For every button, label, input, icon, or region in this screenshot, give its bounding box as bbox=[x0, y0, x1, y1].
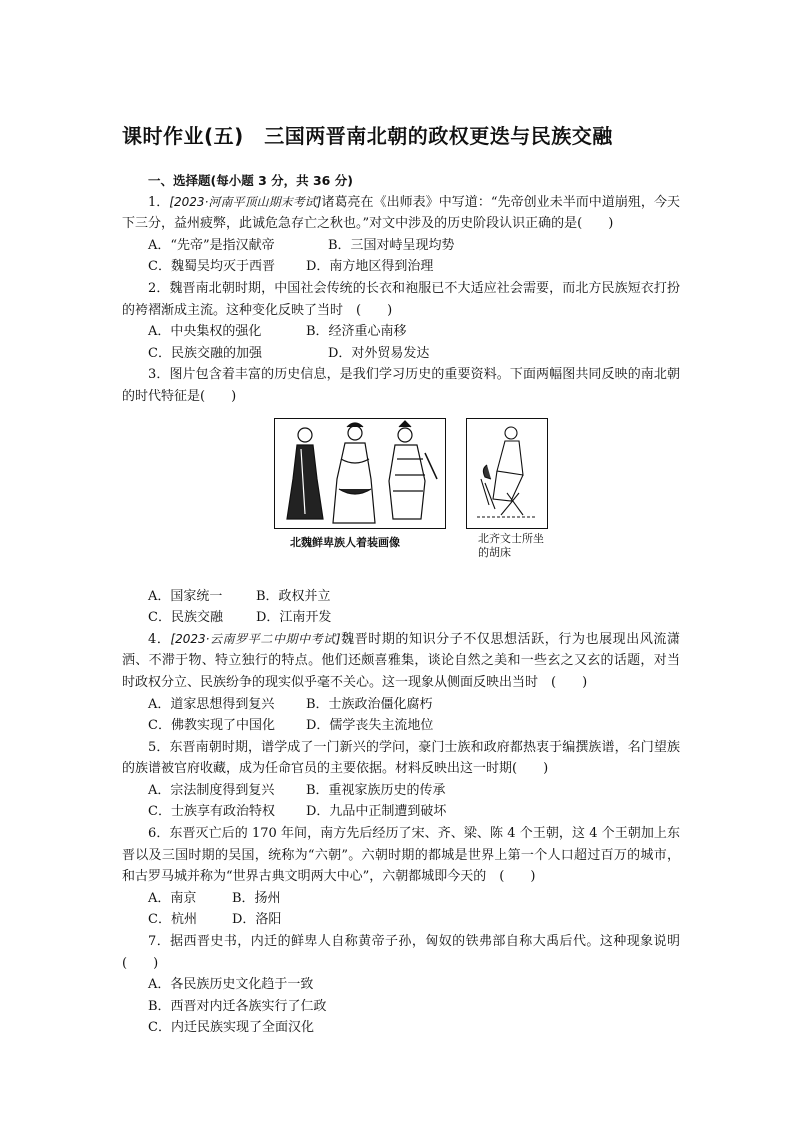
option-b[interactable]: B．重视家族历史的传承 bbox=[306, 782, 446, 798]
option-c[interactable]: C．民族交融 bbox=[148, 610, 223, 626]
option-c[interactable]: C．内迁民族实现了全面汉化 bbox=[148, 1020, 314, 1036]
content-body bbox=[122, 170, 680, 1039]
question-number: 3． bbox=[148, 367, 170, 383]
option-a[interactable]: A．南京 bbox=[148, 890, 197, 906]
options-row bbox=[148, 780, 680, 802]
question-stem: 东晋灭亡后的 170 年间，南方先后经历了宋、齐、梁、陈 4 个王朝，这 4 个王朝加上东晋以及三国时期的吴国，统称为“六朝”。六朝时期的都城是世界上第一个人口超过百万的城市，和古罗马城并称为“世界古典文明两大中心”，六朝都城即今天的 ( ) bbox=[122, 826, 680, 885]
figure-caption-2: 北齐文士所坐的胡床 bbox=[478, 531, 544, 559]
hu-bed-illustration bbox=[466, 418, 548, 529]
option-b[interactable]: B．西晋对内迁各族实行了仁政 bbox=[148, 998, 327, 1014]
question-stem: 诸葛亮在《出师表》中写道：“先帝创业未半而中道崩殂，今天下三分，益州疲弊，此诚危急存亡之秋也。”对文中涉及的历史阶段认识正确的是( ) bbox=[122, 194, 680, 232]
options-row bbox=[148, 321, 680, 343]
options-row bbox=[148, 607, 680, 629]
question-2 bbox=[122, 278, 680, 321]
question-stem: 东晋南朝时期，谱学成了一门新兴的学问，豪门士族和政府都热衷于编撰族谱，名门望族的族谱被官府收藏，成为任命官员的主要依据。材料反映出这一时期( ) bbox=[122, 739, 680, 777]
page-title: 课时作业(五) 三国两晋南北朝的政权更迭与民族交融 bbox=[122, 124, 613, 148]
option-d[interactable]: D．洛阳 bbox=[232, 912, 282, 928]
question-1 bbox=[122, 192, 680, 235]
question-7 bbox=[122, 931, 680, 974]
question-6 bbox=[122, 823, 680, 888]
option-b[interactable]: B．士族政治僵化腐朽 bbox=[306, 696, 433, 712]
question-5 bbox=[122, 737, 680, 780]
question-4 bbox=[122, 629, 680, 694]
question-3 bbox=[122, 364, 680, 407]
option-a[interactable]: A．宗法制度得到复兴 bbox=[148, 782, 275, 798]
option-c[interactable]: C．佛教实现了中国化 bbox=[148, 718, 275, 734]
figures-block bbox=[122, 414, 680, 582]
question-number: 7． bbox=[148, 934, 171, 950]
question-stem: 据西晋史书，内迁的鲜卑人自称黄帝子孙，匈奴的铁弗部自称大禹后代。这种现象说明( ) bbox=[122, 934, 680, 971]
options-row bbox=[148, 694, 680, 716]
option-a[interactable]: A．各民族历史文化趋于一致 bbox=[148, 977, 314, 993]
options-row bbox=[148, 909, 680, 931]
option-a[interactable]: A．道家思想得到复兴 bbox=[148, 696, 275, 712]
option-c[interactable]: C．士族享有政治特权 bbox=[148, 804, 275, 820]
options-row bbox=[148, 801, 680, 823]
option-d[interactable]: D．江南开发 bbox=[256, 610, 332, 626]
option-a[interactable]: A．中央集权的强化 bbox=[148, 324, 262, 340]
option-b[interactable]: B．政权并立 bbox=[256, 588, 331, 604]
question-stem: 魏晋时期的知识分子不仅思想活跃，行为也展现出风流潇洒、不滞于物、特立独行的特点。他们还颇喜雅集，谈论自然之美和一些玄之又玄的话题，对当时政权分立、民族纷争的现实似乎毫不关心。这一现象从侧面反映出当时 ( ) bbox=[122, 631, 680, 690]
option-d[interactable]: D．南方地区得到治理 bbox=[306, 259, 434, 275]
question-number: 1． bbox=[148, 194, 170, 210]
figure-caption-1: 北魏鲜卑族人着装画像 bbox=[290, 535, 400, 549]
option-c[interactable]: C．民族交融的加强 bbox=[148, 345, 262, 361]
options-row bbox=[148, 888, 680, 910]
options-row bbox=[148, 343, 680, 365]
option-b[interactable]: B．三国对峙呈现均势 bbox=[328, 237, 455, 253]
xianbei-costume-illustration bbox=[274, 418, 446, 529]
option-c[interactable]: C．魏蜀吴均灭于西晋 bbox=[148, 259, 275, 275]
options-row bbox=[148, 235, 680, 257]
question-stem: 魏晋南北朝时期，中国社会传统的长衣和袍服已不大适应社会需要，而北方民族短衣打扮的袴褶渐成主流。这种变化反映了当时 ( ) bbox=[122, 280, 680, 318]
option-d[interactable]: D．九品中正制遭到破坏 bbox=[306, 804, 447, 820]
options-row bbox=[148, 715, 680, 737]
option-a[interactable]: A．国家统一 bbox=[148, 588, 223, 604]
option-b[interactable]: B．经济重心南移 bbox=[306, 324, 407, 340]
question-number: 6． bbox=[148, 826, 170, 842]
question-stem: 图片包含着丰富的历史信息，是我们学习历史的重要资料。下面两幅图共同反映的南北朝的时代特征是( ) bbox=[122, 367, 680, 404]
question-number: 2． bbox=[148, 280, 170, 296]
question-number: 4． bbox=[148, 631, 171, 647]
option-d[interactable]: D．对外贸易发达 bbox=[328, 345, 430, 361]
option-c[interactable]: C．杭州 bbox=[148, 912, 197, 928]
question-source: [2023·云南罗平二中期中考试] bbox=[170, 631, 341, 646]
options-row bbox=[148, 586, 680, 608]
question-number: 5． bbox=[148, 739, 170, 755]
option-d[interactable]: D．儒学丧失主流地位 bbox=[306, 718, 434, 734]
question-source: [2023·河南平顶山期末考试] bbox=[169, 194, 322, 209]
option-a[interactable]: A．“先帝”是指汉献帝 bbox=[148, 237, 275, 253]
section-heading: 一、选择题(每小题 3 分，共 36 分) bbox=[148, 173, 353, 188]
option-b[interactable]: B．扬州 bbox=[232, 890, 281, 906]
options-row bbox=[148, 256, 680, 278]
